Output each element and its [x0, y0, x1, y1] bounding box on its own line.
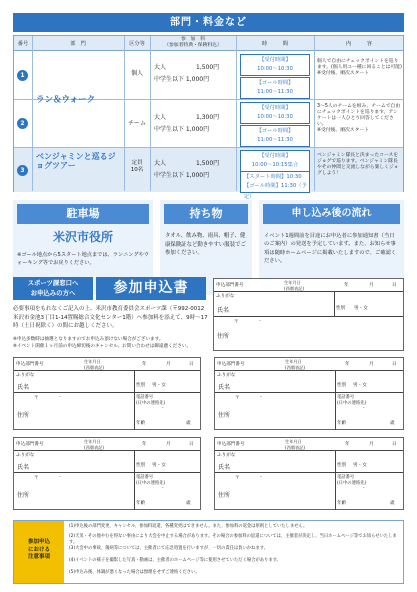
gender-label: 性別	[337, 463, 347, 468]
birth-label: 生年月日 (西暦表記)	[84, 359, 105, 370]
name-label: 氏名	[218, 464, 231, 471]
time-box: 【受付時間】	[240, 102, 310, 114]
time-box: 【受付時間】	[240, 54, 310, 66]
month-label: 月	[166, 442, 171, 447]
note-item: (2)天災・その他やむを得ない事由により大会を中止する場合があります。その場合の参加料の返還については、主催者が決定し、当日ホームページ等でお知らせいたします。	[69, 534, 397, 545]
furigana-label: ふりがな	[217, 373, 236, 378]
application-form	[214, 437, 404, 510]
fee-child: 中学生以下 1,000円	[154, 172, 210, 179]
page-title: 部門・料金など	[13, 13, 404, 32]
row-number-badge: 2	[17, 118, 28, 129]
header-content: 内 容	[346, 41, 372, 47]
postal-dash: -	[260, 475, 262, 480]
time-box: 10:00～10:30	[240, 64, 310, 76]
time-box: 11:00～11:30	[240, 87, 310, 99]
note-item: (5)申込み後、体調が悪くなった場合は無理をせずご連絡ください。	[69, 570, 200, 575]
application-form	[214, 357, 404, 430]
time-box: 【ゴール時間】	[240, 77, 310, 89]
dept-label: 申込部門番号	[216, 283, 244, 288]
row-number-badge: 3	[17, 165, 28, 176]
header-category: 区分等	[129, 41, 145, 47]
content-cell: 3～5人のチームを組み、チームで自由にチェックポイントを巡ります。アンケートは一人ひとり回答してください。 ※受付後、順次スタート	[317, 104, 401, 133]
year-label: 年	[345, 442, 350, 447]
dept-label: 申込部門番号	[217, 362, 245, 367]
apply-instructions: 必要事項をもれなくご記入の上、米沢市教育委員会スポーツ課（〒992-0012米沢市金池3丁目1-14置賜総合文化センター1階）へ参加料を添えて、9時～17時（土日祝除く）の間にお越しください。	[13, 306, 208, 330]
furigana-label: ふりがな	[216, 294, 235, 299]
gender-options[interactable]: 男・女	[353, 463, 367, 468]
day-label: 日	[392, 362, 397, 367]
after-apply-text: イベント1週間前を目途にお申込者に参加通知書（当日のご案内）の発送を予定しています。また、お知らせ事項は随時ホームページに掲載いたしますので、ご確認ください。	[264, 233, 397, 265]
postal-dash: -	[259, 319, 261, 324]
year-label: 年	[142, 442, 147, 447]
header-division: 部 門	[70, 41, 86, 47]
age-unit: 歳	[390, 421, 395, 426]
gender-options[interactable]: 男・女	[353, 383, 367, 388]
note-item: (3)大会中の事故、傷病等については、主催者にて応急処置を行いますが、一切の責任は負いかねます。	[69, 546, 269, 551]
postal-mark: 〒	[235, 396, 240, 401]
postal-mark: 〒	[34, 396, 39, 401]
fee-adult: 大人 1,500円	[154, 160, 220, 167]
category-cell: 定員 10名	[130, 160, 144, 173]
content-cell: ベンジャミン隊長と決まったコースをジョグで巡ります。ベンジャミン隊長やその仲間と交流しながら楽しくジョグしよう！	[317, 153, 399, 176]
tel-label: 電話番号 (日中の連絡先)	[337, 395, 367, 406]
birth-label: 生年月日 (西暦表記)	[84, 439, 105, 450]
furigana-label: ふりがな	[16, 453, 35, 458]
furigana-label: ふりがな	[16, 373, 35, 378]
gender-label: 性別	[136, 383, 146, 388]
time-box: 【ゴール時間】11:30（予定）	[240, 181, 310, 193]
gender-options[interactable]: 男・女	[152, 383, 166, 388]
parking-place: 米沢市役所	[52, 230, 113, 244]
dept-label: 申込部門番号	[217, 442, 245, 447]
age-unit: 歳	[186, 501, 191, 506]
postal-dash: -	[260, 395, 262, 400]
birth-label: 生年月日 (西暦表記)	[285, 359, 306, 370]
header-number: 番号	[17, 41, 29, 47]
application-form	[213, 278, 404, 351]
age-label: 年齢	[136, 421, 146, 426]
postal-mark: 〒	[34, 476, 39, 481]
time-box: 10:00～10:30	[240, 112, 310, 124]
age-label: 年齢	[337, 421, 347, 426]
address-label: 住所	[218, 412, 231, 419]
time-box: 【ゴール時間】	[240, 125, 310, 137]
gender-label: 性別	[136, 463, 146, 468]
fee-child: 中学生以下 1,000円	[154, 126, 210, 133]
tel-dash: -	[162, 486, 164, 491]
year-label: 年	[345, 362, 350, 367]
apply-note-2: ※イベント開催１ヶ月前の申込締切後のキャンセル、お問い合わせは御遠慮ください。	[13, 344, 192, 349]
apply-subtitle: スポーツ課窓口へ お申込みの方へ	[13, 277, 93, 300]
month-label: 月	[369, 362, 374, 367]
address-label: 住所	[17, 412, 30, 419]
tel-label: 電話番号 (日中の連絡先)	[337, 475, 367, 486]
header-time: 時 間	[262, 41, 288, 47]
month-label: 月	[369, 442, 374, 447]
name-label: 氏名	[218, 384, 231, 391]
application-form	[13, 357, 201, 430]
parking-note: ※ゴール地点から5スタート地点までは、ランニングやウォーキング等でお戻りください。	[17, 252, 149, 266]
day-label: 日	[392, 283, 397, 288]
age-unit: 歳	[390, 501, 395, 506]
name-label: 氏名	[17, 384, 30, 391]
address-label: 住所	[217, 333, 230, 340]
name-label: 氏名	[17, 464, 30, 471]
age-label: 年齢	[136, 501, 146, 506]
after-apply-heading: 申し込み後の流れ	[263, 204, 400, 224]
birth-label: 生年月日 (西暦表記)	[285, 439, 306, 450]
birth-label: 生年月日 (西暦表記)	[284, 280, 305, 291]
fee-child: 中学生以下 1,000円	[154, 76, 210, 83]
month-label: 月	[369, 283, 374, 288]
event-name: ラン＆ウォーク	[36, 95, 96, 105]
tel-dash: -	[363, 486, 365, 491]
address-label: 住所	[17, 492, 30, 499]
postal-mark: 〒	[235, 476, 240, 481]
apply-title: 参加申込書	[96, 277, 206, 300]
day-label: 日	[189, 362, 194, 367]
day-label: 日	[189, 442, 194, 447]
time-box: 【受付時間】	[240, 150, 310, 162]
tel-label: 電話番号 (日中の連絡先)	[136, 395, 166, 406]
address-label: 住所	[218, 492, 231, 499]
month-label: 月	[166, 362, 171, 367]
year-label: 年	[344, 283, 349, 288]
time-box: 11:00～11:30	[240, 135, 310, 147]
year-label: 年	[142, 362, 147, 367]
fee-adult: 大人 1,500円	[154, 64, 220, 71]
tel-dash: -	[363, 406, 365, 411]
content-cell: 個人で自由にチェックポイントを巡ります。(個人用ユー種に回ることは可能) ※受付後、順次スタート	[317, 59, 402, 76]
time-box: 【スタート時間】10:30	[240, 171, 310, 183]
event-name: ベンジャミンと巡るジョグツアー	[36, 152, 116, 171]
gender-label: 性別	[336, 306, 346, 311]
name-label: 氏名	[217, 307, 230, 314]
gender-label: 性別	[337, 383, 347, 388]
postal-mark: 〒	[234, 320, 239, 325]
postal-dash: -	[59, 475, 61, 480]
fee-adult: 大人 1,300円	[154, 114, 220, 121]
parking-heading: 駐車場	[17, 204, 149, 224]
belongings-heading: 持ち物	[164, 204, 248, 224]
note-item: (4)イベントの様子を撮影した写真・動画は、主催者のホームページ等に使用させていただく場合があります。	[69, 558, 281, 563]
row-number-badge: 1	[17, 70, 28, 81]
time-box: 10:00～10:15集合	[240, 160, 310, 172]
notes-panel	[13, 520, 404, 584]
dept-label: 申込部門番号	[16, 442, 44, 447]
tel-label: 電話番号 (日中の連絡先)	[136, 475, 166, 486]
note-item: (1)申込後の部門変更、キャンセル、参加料返還、各種変更はできません。また、参加料の返金は原則としていたしません。	[69, 524, 308, 529]
header-fee: 参 加 料 （参加者特典・保険料込）	[164, 37, 222, 48]
gender-options[interactable]: 男・女	[354, 306, 368, 311]
category-cell: 個人	[130, 70, 143, 77]
furigana-label: ふりがな	[217, 453, 236, 458]
day-label: 日	[392, 442, 397, 447]
age-unit: 歳	[186, 421, 191, 426]
dept-label: 申込部門番号	[16, 362, 44, 367]
tel-dash: -	[162, 406, 164, 411]
apply-note-1: ※申込多数時は抽選となりますのでお申込み頂けない場合がございます。	[13, 337, 164, 342]
age-label: 年齢	[337, 501, 347, 506]
category-cell: チーム	[127, 120, 146, 127]
notes-tag: 参加申込 における 注意事項	[14, 521, 64, 583]
belongings-text: タオル、飲み物、雨具、帽子、健康保険証など動きやすい服装でご参加ください。	[165, 233, 246, 257]
application-form	[13, 437, 201, 510]
postal-dash: -	[59, 395, 61, 400]
gender-options[interactable]: 男・女	[152, 463, 166, 468]
fee-table-header	[14, 36, 403, 51]
fee-table	[13, 35, 404, 200]
